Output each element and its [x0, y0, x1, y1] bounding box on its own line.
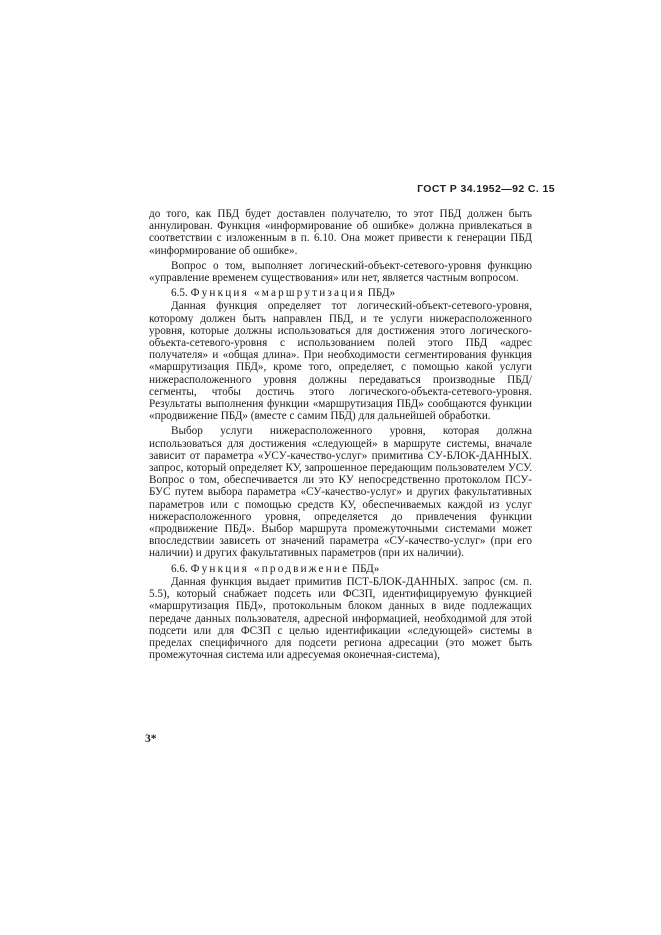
paragraph-3: Данная функция определяет тот логический-объект-сетевого-уровня, которому должен быть направлен ПБД, и те услуги нижерасположенного уровня, которые должны использоваться для достижения этого логического-объекта-сетевого-уровня с использованием полей этого ПБД «адрес получателя» и «общая длина». При необходимости сегментирования функция «маршрутизация ПБД», кроме того, определяет, с помощью какой услуги нижерасположенного уровня должны передаваться производные ПБД/сегменты, чтобы достичь этого логического-объекта-сетевого-уровня. Результаты выполнения функции «маршрутизация ПБД» сообщаются функции «продвижение ПБД» (вместе с самим ПБД) для дальнейшей обработки.: [149, 300, 532, 423]
paragraph-4: Выбор услуги нижерасположенного уровня, которая должна использоваться для достижения «следующей» в маршруте системы, вначале зависит от параметра «УСУ-качество-услуг» примитива СУ-БЛОК-ДАННЫХ. запрос, который определяет КУ, запрошенное передающим пользователем УСУ. Вопрос о том, обеспечивается ли это КУ непосредственно протоколом ПСУ-БУС путем выбора параметра «СУ-качество-услуг» и других факультативных параметров или с помощью средств КУ, обеспечиваемых каждой из услуг нижерасположенного уровня, определяется до привлечения функции «продвижение ПБД». Выбор маршрута промежуточными системами может впоследствии зависеть от значений параметра «СУ-качество-услуг» (при его наличии) и других факультативных параметров (при их наличии).: [149, 425, 532, 560]
section-number: 6.6.: [171, 562, 188, 575]
signature-marker: 3*: [145, 733, 157, 745]
main-text: [149, 208, 532, 664]
section-title: Функция «продвижение: [190, 562, 350, 575]
section-title-tail: ПБД»: [352, 562, 380, 575]
section-heading-6-6: [149, 563, 532, 575]
section-title-tail: ПБД»: [367, 287, 396, 300]
section-number: 6.5.: [171, 287, 188, 300]
section-title: Функция «маршрутизация: [190, 287, 365, 300]
section-heading-6-5: [149, 287, 532, 299]
paragraph-2: Вопрос о том, выполняет логический-объект-сетевого-уровня функцию «управление временем существования» или нет, является частным вопросом.: [149, 259, 532, 285]
paragraph-5: Данная функция выдает примитив ПСТ-БЛОК-ДАННЫХ. запрос (см. п. 5.5), который снабжает подсеть или ФСЗП, идентифицируемую функцией «маршрутизация ПБД», протокольным блоком данных в виде подлежащих передаче данных пользователя, адресной информацией, необходимой для этой подсети или для ФСЗП с целью идентификации «следующей» системы в пределах специфичного для подсети региона адресации (это может быть промежуточная система или адресуемая оконечная-система),: [149, 575, 532, 662]
page-header: ГОСТ Р 34.1952—92 С. 15: [417, 183, 555, 195]
paragraph-1: до того, как ПБД будет доставлен получателю, то этот ПБД должен быть аннулирован. Функция «информирование об ошибке» должна привлекаться в соответствии с изложенным в п. 6.10. Она может привести к генерации ПБД «информирование об ошибке».: [149, 208, 532, 257]
